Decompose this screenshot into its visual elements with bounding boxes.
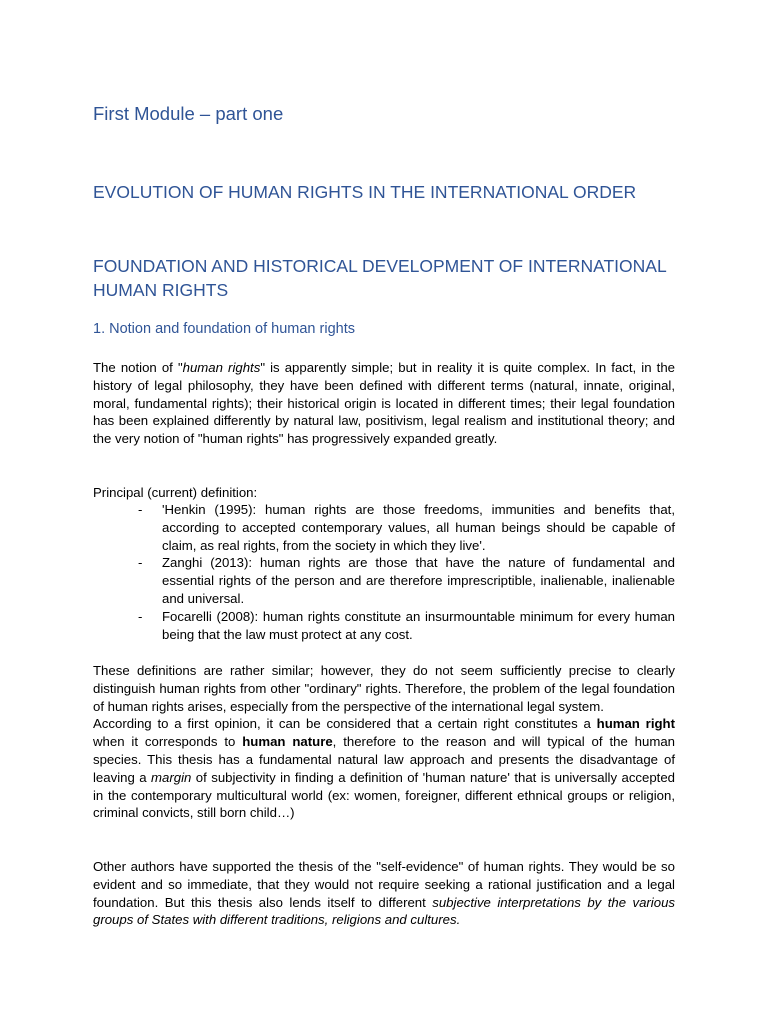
- dash-bullet: -: [138, 608, 143, 624]
- text-run: The notion of ": [93, 360, 183, 375]
- text-run: Other authors have supported the thesis of the "self-evidence" of human rights. They would be so evident and so immediate, that they would not require seeking a rational justification and a legal foundation. But this thesis also lends itself to different: [93, 859, 675, 910]
- text-run: According to a first opinion, it can be considered that a certain right constitutes a: [93, 716, 597, 732]
- bold-human-nature: human nature: [242, 734, 333, 750]
- dash-bullet: -: [138, 502, 143, 517]
- definitions-label: [93, 484, 675, 502]
- bold-human-right: human right: [596, 716, 675, 732]
- emphasis-human-rights: human rights: [182, 360, 261, 375]
- chapter-title: EVOLUTION OF HUMAN RIGHTS IN THE INTERNATIONAL ORDER: [93, 182, 637, 202]
- paragraph-text: [93, 715, 675, 822]
- dash-bullet: -: [138, 555, 143, 571]
- definition-text: Zanghi (2013): human rights are those that have the nature of fundamental and essential rights of the person and are therefore imprescriptible, inalienable, inalienable and universal.: [162, 555, 675, 606]
- emphasis-margin: margin: [151, 769, 192, 785]
- list-item: [93, 501, 675, 554]
- list-item: [93, 554, 675, 607]
- section-heading: 1. Notion and foundation of human rights: [93, 321, 355, 337]
- definition-text: 'Henkin (1995): human rights are those freedoms, immunities and benefits that, according to accepted contemporary values, all human beings should be capable of claim, as real rights, from the society in which they live'.: [162, 502, 675, 553]
- definition-text: Focarelli (2008): human rights constitute an insurmountable minimum for every human being that the law must protect at any cost.: [162, 608, 675, 642]
- paragraph-self-evidence: [93, 858, 675, 929]
- paragraph-text: These definitions are rather similar; however, they do not seem sufficiently precise to clearly distinguish human rights from other "ordinary" rights. Therefore, the problem of the legal foundation of human rights arises, especially from the perspective of the international legal system.: [93, 663, 675, 714]
- text-run: " is apparently simple; but in reality it is quite complex. In fact, in the history of legal philosophy, they have been defined with different terms (natural, innate, original, moral, fundamental rights); their historical origin is located in different times; their legal foundation has been explained differently by natural law, positivism, legal realism and institutional theory; and the very notion of "human rights" has progressively expanded greatly.: [93, 360, 676, 447]
- definitions-list: [93, 501, 675, 643]
- text-run: , therefore to the reason and will typical of the human species. This thesis has a fundamental natural law approach and presents the disadvantage of leaving a: [93, 734, 675, 785]
- definitions-label-text: Principal (current) definition:: [93, 485, 258, 500]
- module-title: First Module – part one: [93, 103, 284, 124]
- text-run: of subjectivity in finding a definition of 'human nature' that is universally accepted in the contemporary multicultural world (ex: women, foreigner, different ethnical groups or religion, criminal convicts, still born child…): [93, 769, 676, 821]
- subchapter-title: FOUNDATION AND HISTORICAL DEVELOPMENT OF INTERNATIONAL HUMAN RIGHTS: [93, 256, 667, 300]
- text-run: when it corresponds to: [93, 734, 243, 750]
- emphasis-subjective: subjective interpretations by the various groups of States with different traditions, religions and cultures.: [93, 894, 675, 928]
- paragraph-notion: [93, 359, 675, 448]
- paragraph-analysis: [93, 662, 675, 822]
- list-item: [93, 608, 675, 644]
